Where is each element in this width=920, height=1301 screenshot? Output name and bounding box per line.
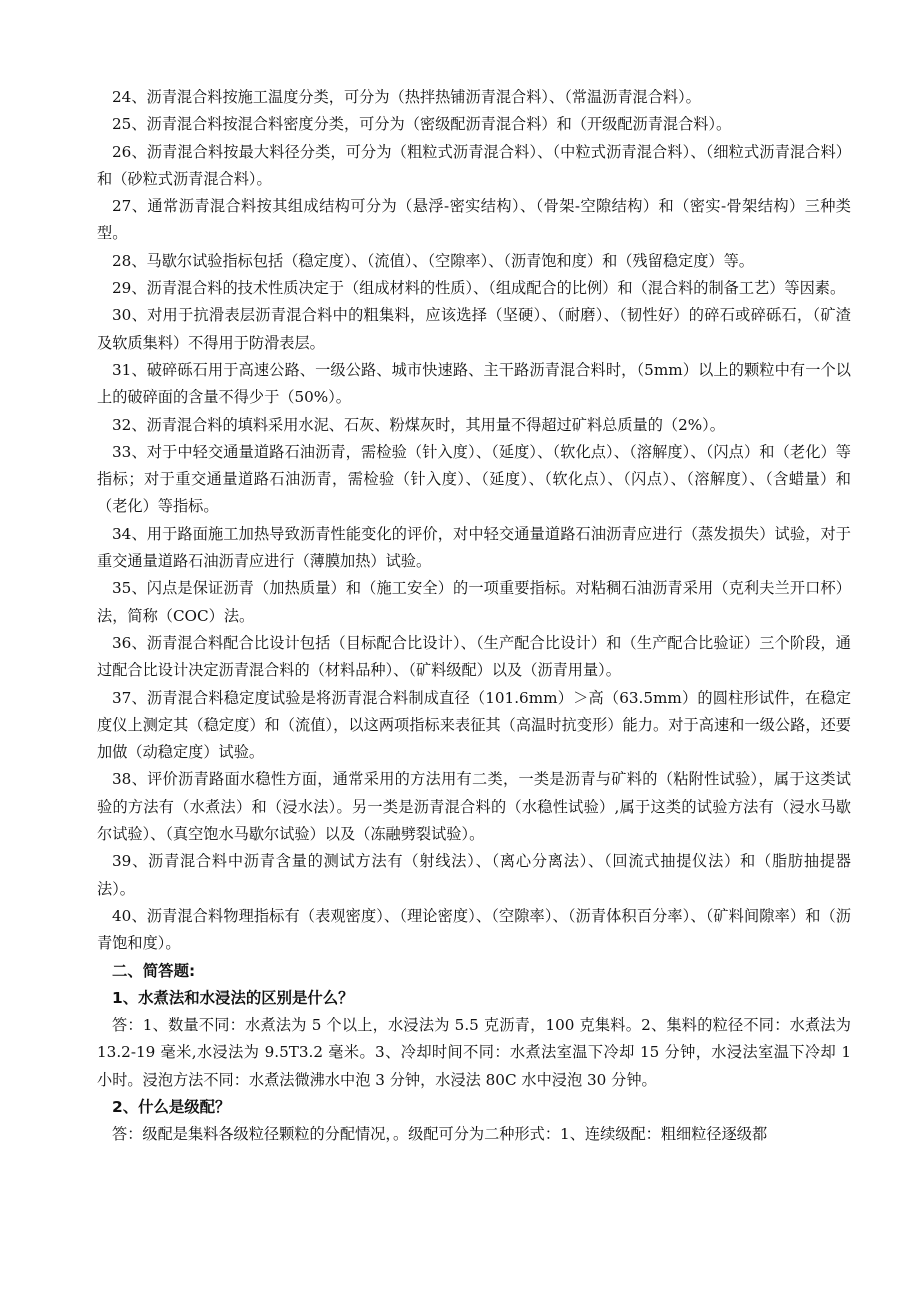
item-24: 24、沥青混合料按施工温度分类，可分为（热拌热铺沥青混合料）、（常温沥青混合料）。 [112, 88, 701, 106]
item-37: 37、沥青混合料稳定度试验是将沥青混合料制成直径（101.6mm）＞高（63.5mm）的圆柱形试件，在稳定度仪上测定其（稳定度）和（流值），以这两项指标来表征其（高温时抗变形）能力。对于高速和一级公路，还要加做（动稳定度）试验。 [97, 688, 851, 762]
question-1-title: 1、水煮法和水浸法的区别是什么？ [112, 988, 354, 1007]
item-31: 31、破碎砾石用于高速公路、一级公路、城市快速路、主干路沥青混合料时，（5mm）以上的颗粒中有一个以上的破碎面的含量不得少于（50%）。 [97, 360, 851, 407]
document-page [0, 84, 920, 1149]
item-36: 36、沥青混合料配合比设计包括（目标配合比设计）、（生产配合比设计）和（生产配合比验证）三个阶段，通过配合比设计决定沥青混合料的（材料品种）、（矿料级配）以及（沥青用量）。 [97, 633, 851, 680]
question-2-title: 2、什么是级配？ [112, 1097, 231, 1116]
item-35: 35、闪点是保证沥青（加热质量）和（施工安全）的一项重要指标。对粘稠石油沥青采用（克利夫兰开口杯）法，简称（COC）法。 [97, 579, 851, 625]
item-33: 33、对于中轻交通量道路石油沥青，需检验（针入度）、（延度）、（软化点）、（溶解度）、（闪点）和（老化）等指标；对于重交通量道路石油沥青，需检验（针入度）、（延度）、（软化点）、（闪点）、（溶解度）、（含蜡量）和（老化）等指标。 [97, 442, 851, 516]
question-2-answer: 答：级配是集料各级粒径颗粒的分配情况，。级配可分为二种形式：1、连续级配：粗细粒径逐级都 [112, 1125, 768, 1144]
item-27: 27、通常沥青混合料按其组成结构可分为（悬浮-密实结构）、（骨架-空隙结构）和（密实-骨架结构）三种类型。 [97, 197, 851, 243]
item-34: 34、用于路面施工加热导致沥青性能变化的评价，对中轻交通量道路石油沥青应进行（蒸发损失）试验，对于重交通量道路石油沥青应进行（薄膜加热）试验。 [97, 524, 851, 571]
item-39: 39、沥青混合料中沥青含量的测试方法有（射线法）、（离心分离法）、（回流式抽提仪法）和（脂肪抽提器法）。 [97, 852, 851, 898]
item-40: 40、沥青混合料物理指标有（表观密度）、（理论密度）、（空隙率）、（沥青体积百分率）、（矿料间隙率）和（沥青饱和度）。 [97, 906, 851, 953]
item-26: 26、沥青混合料按最大料径分类，可分为（粗粒式沥青混合料）、（中粒式沥青混合料）、（细粒式沥青混合料）和（砂粒式沥青混合料）。 [97, 142, 851, 188]
item-38: 38、评价沥青路面水稳性方面，通常采用的方法用有二类，一类是沥青与矿料的（粘附性试验），属于这类试验的方法有（水煮法）和（浸水法）。另一类是沥青混合料的（水稳性试验）,属于这类的试验方法有（浸水马歇尔试验）、（真空饱水马歇尔试验）以及（冻融劈裂试验）。 [97, 770, 851, 844]
item-25: 25、沥青混合料按混合料密度分类，可分为（密级配沥青混合料）和（开级配沥青混合料）。 [112, 115, 732, 134]
item-29: 29、沥青混合料的技术性质决定于（组成材料的性质）、（组成配合的比例）和（混合料的制备工艺）等因素。 [112, 279, 846, 298]
item-30: 30、对用于抗滑表层沥青混合料中的粗集料，应该选择（坚硬）、（耐磨）、（韧性好）的碎石或碎砾石，（矿渣及软质集料）不得用于防滑表层。 [97, 306, 851, 352]
item-32: 32、沥青混合料的填料采用水泥、石灰、粉煤灰时，其用量不得超过矿料总质量的（2%）。 [112, 415, 725, 434]
section-title: 二、简答题: [112, 961, 196, 980]
question-1-answer: 答：1、数量不同：水煮法为 5 个以上，水浸法为 5.5 克沥青，100 克集料。2、集料的粒径不同：水煮法为 13.2-19 毫米,水浸法为 9.5T3.2 毫米。3、冷却时间不同：水煮法室温下冷却 15 分钟，水浸法室温下冷却 1 小时。浸泡方法不同：水煮法微沸水中泡 3 分钟，水浸法 80C 水中浸泡 30 分钟。 [97, 1016, 851, 1089]
item-28: 28、马歇尔试验指标包括（稳定度）、（流值）、（空隙率）、（沥青饱和度）和（残留稳定度）等。 [112, 251, 754, 270]
